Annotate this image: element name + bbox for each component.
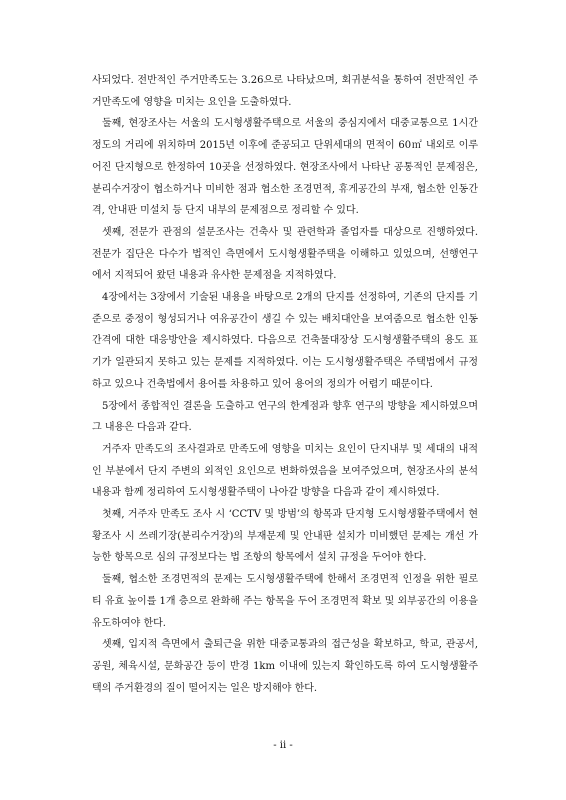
paragraph-6: 거주자 만족도의 조사결과로 만족도에 영향을 미치는 요인이 단지내부 및 세대의 내적인 부분에서 단지 주변의 외적인 요인으로 변화하였음을 보여주었으며, 현장조사의 분석내용과 함께 정리하여 도시형생활주택이 나아갈 방향을 다음과 같이 제시하였다. [92,443,478,499]
paragraph-7: 첫째, 거주자 만족도 조사 시 ‘CCTV 및 방범’의 항목과 단지형 도시형생활주택에서 현황조사 시 쓰레기장(분리수거장)의 부재문제 및 안내판 설치가 미비했던 문제는 개선 가능한 항목으로 심의 규정보다는 법 조항의 항목에서 설치 규정을 두어야 한다. [92,509,478,564]
paragraph-4: 4장에서는 3장에서 기술된 내용을 바탕으로 2개의 단지를 선정하여, 기존의 단지를 기준으로 중정이 형성되거나 여유공간이 생길 수 있는 배치대안을 보여줌으로 협소한 인동간격에 대한 대응방안을 제시하였다. 다음으로 건축물대장상 도시형생활주택의 용도 표기가 일관되지 못하고 있는 문제를 지적하였다. 이는 도시형생활주택은 주택법에서 규정하고 있으나 건축법에서 용어를 차용하고 있어 용어의 정의가 어렵기 때문이다. [92,292,478,390]
page-number: - ii - [273,740,293,751]
paragraph-9: 셋째, 입지적 측면에서 출퇴근을 위한 대중교통과의 접근성을 확보하고, 학교, 관공서, 공원, 체육시설, 문화공간 등이 반경 1km 이내에 있는지 확인하도록 하여 도시형생활주택의 주거환경의 질이 떨어지는 일은 방지해야 한다. [92,639,478,694]
paragraph-8: 둘째, 협소한 조경면적의 문제는 도시형생활주택에 한해서 조경면적 인정을 위한 필로티 유효 높이를 1개 층으로 완화해 주는 항목을 두어 조경면적 확보 및 외부공간의 이용을 유도하여야 한다. [92,574,478,629]
paragraph-5: 5장에서 종합적인 결론을 도출하고 연구의 한계점과 향후 연구의 방향을 제시하였으며 그 내용은 다음과 같다. [92,400,478,434]
paragraph-1: 사되었다. 전반적인 주거만족도는 3.26으로 나타났으며, 회귀분석을 통하여 전반적인 주거만족도에 영향을 미치는 요인을 도출하였다. [92,75,478,108]
body-text [92,70,478,699]
paragraph-2: 둘째, 현장조사는 서울의 도시형생활주택으로 서울의 중심지에서 대중교통으로 1시간 정도의 거리에 위치하며 2015년 이후에 준공되고 단위세대의 면적이 60㎡ 내외로 이루어진 단지형으로 한정하여 10곳을 선정하였다. 현장조사에서 나타난 공통적인 문제점은, 분리수거장이 협소하거나 미비한 점과 협소한 조경면적, 휴게공간의 부재, 협소한 인동간격, 안내판 미설치 등 단지 내부의 문제점으로 정리할 수 있다. [92,118,478,217]
paragraph-3: 셋째, 전문가 관점의 설문조사는 건축사 및 관련학과 졸업자를 대상으로 진행하였다. 전문가 집단은 다수가 법적인 측면에서 도시형생활주택을 이해하고 있었으며, 선행연구에서 지적되어 왔던 내용과 유사한 문제점을 지적하였다. [92,226,478,282]
